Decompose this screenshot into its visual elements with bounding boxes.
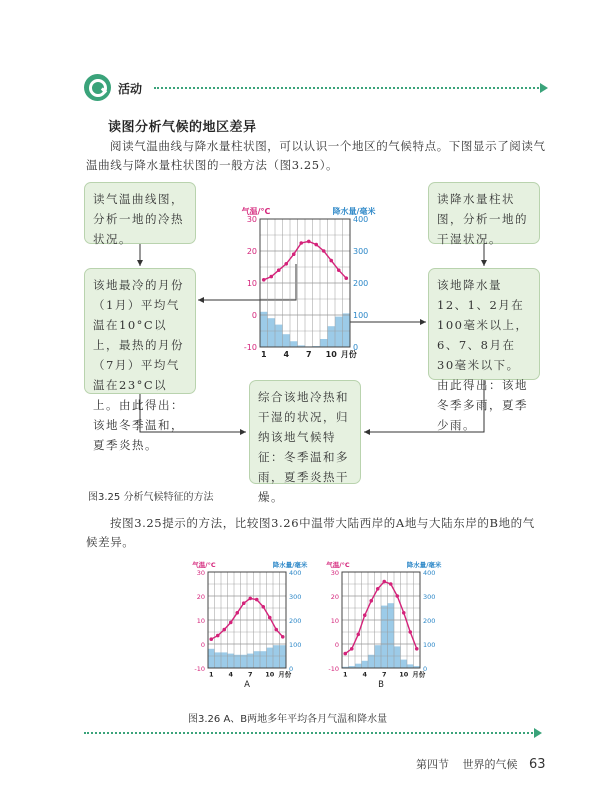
right-tick-label: 400 bbox=[353, 215, 369, 224]
page-number: 63 bbox=[529, 757, 546, 772]
precip-bar bbox=[260, 651, 267, 668]
precip-bar bbox=[208, 649, 215, 668]
left-tick-label: 20 bbox=[196, 593, 205, 601]
precip-bar bbox=[273, 645, 280, 668]
x-tick-label: 1 bbox=[208, 670, 214, 679]
precip-bar bbox=[247, 654, 254, 668]
precip-bar bbox=[280, 645, 287, 668]
right-tick-label: 200 bbox=[353, 279, 369, 288]
temperature-point bbox=[314, 243, 318, 247]
footer-dotted-rule bbox=[84, 732, 536, 734]
temperature-point bbox=[216, 634, 220, 638]
temperature-point bbox=[255, 598, 259, 602]
temperature-point bbox=[299, 241, 303, 245]
left-tick-label: -10 bbox=[328, 665, 339, 673]
temperature-point bbox=[209, 637, 213, 641]
temperature-point bbox=[350, 647, 354, 651]
right-tick-label: 0 bbox=[353, 343, 359, 352]
temperature-point bbox=[268, 616, 272, 620]
precip-bar bbox=[388, 603, 395, 668]
precip-bar bbox=[221, 652, 228, 668]
precip-bar bbox=[375, 645, 382, 668]
right-tick-label: 200 bbox=[289, 617, 302, 625]
precip-bar bbox=[343, 313, 351, 347]
footer bbox=[416, 756, 546, 772]
right-tick-label: 300 bbox=[289, 593, 302, 601]
temperature-point bbox=[307, 240, 311, 244]
precip-bar bbox=[268, 318, 276, 347]
left-tick-label: -10 bbox=[194, 665, 205, 673]
precip-bar bbox=[320, 339, 328, 347]
temperature-point bbox=[274, 628, 278, 632]
right-tick-label: 400 bbox=[289, 569, 302, 577]
right-axis-title: 降水量/毫米 bbox=[272, 561, 308, 569]
box-synthesis: 综合该地冷热和干湿的状况，归纳该地气候特征：冬季温和多雨，夏季炎热干燥。 bbox=[249, 380, 361, 484]
temperature-point bbox=[369, 599, 373, 603]
left-tick-label: 20 bbox=[330, 593, 339, 601]
precip-bar bbox=[335, 317, 343, 347]
precip-bar bbox=[228, 654, 235, 668]
precip-bar bbox=[283, 334, 291, 347]
x-tick-label: 4 bbox=[283, 350, 290, 359]
left-axis-title: 气温/°C bbox=[241, 207, 271, 216]
precip-bar bbox=[407, 664, 414, 668]
temperature-point bbox=[292, 252, 296, 256]
right-tick-label: 300 bbox=[423, 593, 436, 601]
x-tick-label: 4 bbox=[228, 670, 234, 679]
x-unit-label: 月份 bbox=[340, 350, 357, 359]
chart-fig325 bbox=[218, 197, 388, 362]
temperature-point bbox=[415, 647, 419, 651]
temperature-point bbox=[262, 278, 266, 282]
temperature-point bbox=[363, 613, 367, 617]
fig326-caption: 图3.26 A、B两地多年平均各月气温和降水量 bbox=[188, 714, 388, 725]
temperature-point bbox=[344, 276, 348, 280]
right-tick-label: 300 bbox=[353, 247, 369, 256]
x-tick-label: 10 bbox=[399, 670, 409, 679]
temperature-point bbox=[389, 582, 393, 586]
fig325-caption: 图3.25 分析气候特征的方法 bbox=[88, 492, 214, 503]
right-tick-label: 100 bbox=[289, 641, 302, 649]
temperature-point bbox=[229, 621, 233, 625]
temperature-point bbox=[395, 594, 399, 598]
temperature-point bbox=[242, 601, 246, 605]
precip-bar bbox=[394, 646, 401, 668]
temperature-point bbox=[356, 633, 360, 637]
precip-bar bbox=[290, 341, 298, 347]
temperature-point bbox=[235, 611, 239, 615]
x-unit-label: 月份 bbox=[412, 670, 426, 679]
x-unit-label: 月份 bbox=[278, 670, 292, 679]
section-title: 读图分析气候的地区差异 bbox=[108, 120, 257, 135]
temperature-point bbox=[402, 611, 406, 615]
temperature-point bbox=[281, 635, 285, 639]
left-tick-label: 10 bbox=[330, 617, 339, 625]
temperature-point bbox=[277, 268, 281, 272]
precip-bar bbox=[355, 664, 362, 668]
left-axis-title: 气温/°C bbox=[326, 561, 350, 569]
right-tick-label: 400 bbox=[423, 569, 436, 577]
chart-series-label: B bbox=[378, 680, 384, 690]
left-tick-label: 20 bbox=[246, 247, 257, 256]
chart-fig326-b bbox=[310, 556, 448, 696]
left-tick-label: -10 bbox=[243, 343, 257, 352]
task-paragraph: 按图3.25提示的方法，比较图3.26中温带大陆西岸的A地与大陆东岸的B地的气候差异。 bbox=[86, 516, 535, 549]
box-read-temp: 读气温曲线图，分析一地的冷热状况。 bbox=[84, 182, 196, 244]
temperature-point bbox=[284, 262, 288, 266]
right-tick-label: 100 bbox=[353, 311, 369, 320]
precip-bar bbox=[381, 606, 388, 668]
precip-bar bbox=[234, 655, 241, 668]
box-precip-analysis: 该地降水量12、1、2月在100毫米以上，6、7、8月在30毫米以下。由此得出：该地冬季多雨，夏季少雨。 bbox=[428, 268, 540, 380]
temperature-point bbox=[343, 652, 347, 656]
temperature-point bbox=[408, 630, 412, 634]
x-tick-label: 10 bbox=[265, 670, 275, 679]
x-tick-label: 1 bbox=[342, 670, 348, 679]
temperature-point bbox=[376, 587, 380, 591]
left-tick-label: 0 bbox=[334, 641, 339, 649]
left-tick-label: 30 bbox=[246, 215, 257, 224]
right-tick-label: 100 bbox=[423, 641, 436, 649]
precip-bar bbox=[275, 325, 283, 347]
box-read-precip: 读降水量柱状图，分析一地的干湿状况。 bbox=[428, 182, 540, 244]
temperature-point bbox=[222, 628, 226, 632]
temperature-point bbox=[382, 580, 386, 584]
footer-section: 第四节 bbox=[416, 758, 449, 771]
precip-bar bbox=[267, 648, 274, 668]
x-tick-label: 7 bbox=[247, 670, 253, 679]
precip-bar bbox=[401, 660, 408, 668]
chart-series-label: A bbox=[244, 680, 250, 690]
left-tick-label: 30 bbox=[196, 569, 205, 577]
activity-label: 活动 bbox=[118, 82, 143, 96]
precip-bar bbox=[260, 312, 268, 347]
box-temp-analysis: 该地最冷的月份（1月）平均气温在10°C以上，最热的月份（7月）平均气温在23°C以上。由此得出：该地冬季温和，夏季炎热。 bbox=[84, 268, 196, 394]
precip-bar bbox=[368, 655, 375, 668]
right-tick-label: 0 bbox=[423, 665, 428, 673]
left-tick-label: 10 bbox=[196, 617, 205, 625]
x-tick-label: 7 bbox=[381, 670, 387, 679]
chart-fig326-a bbox=[176, 556, 314, 696]
right-tick-label: 200 bbox=[423, 617, 436, 625]
temperature-point bbox=[337, 268, 341, 272]
temperature-point bbox=[248, 597, 252, 601]
right-axis-title: 降水量/毫米 bbox=[332, 207, 376, 216]
intro-paragraph: 阅读气温曲线与降水量柱状图，可以认识一个地区的气候特点。下图显示了阅读气温曲线与降水量柱状图的一般方法（图3.25）。 bbox=[86, 139, 546, 172]
right-tick-label: 0 bbox=[289, 665, 294, 673]
footer-arrow-icon bbox=[534, 728, 542, 738]
left-tick-label: 0 bbox=[200, 641, 205, 649]
left-tick-label: 10 bbox=[246, 279, 257, 288]
left-tick-label: 30 bbox=[330, 569, 339, 577]
footer-chapter-title: 世界的气候 bbox=[462, 758, 518, 771]
temperature-point bbox=[329, 259, 333, 263]
right-axis-title: 降水量/毫米 bbox=[406, 561, 442, 569]
temperature-point bbox=[269, 275, 273, 279]
x-tick-label: 4 bbox=[362, 670, 368, 679]
x-tick-label: 7 bbox=[305, 350, 312, 359]
precip-bar bbox=[215, 652, 222, 668]
x-tick-label: 1 bbox=[260, 350, 267, 359]
left-axis-title: 气温/°C bbox=[192, 561, 216, 569]
temperature-point bbox=[261, 605, 265, 609]
precip-bar bbox=[254, 651, 261, 668]
precip-bar bbox=[241, 655, 248, 668]
left-tick-label: 0 bbox=[251, 311, 257, 320]
precip-bar bbox=[328, 326, 336, 347]
temperature-point bbox=[322, 249, 326, 253]
precip-bar bbox=[362, 661, 369, 668]
x-tick-label: 10 bbox=[325, 350, 337, 359]
